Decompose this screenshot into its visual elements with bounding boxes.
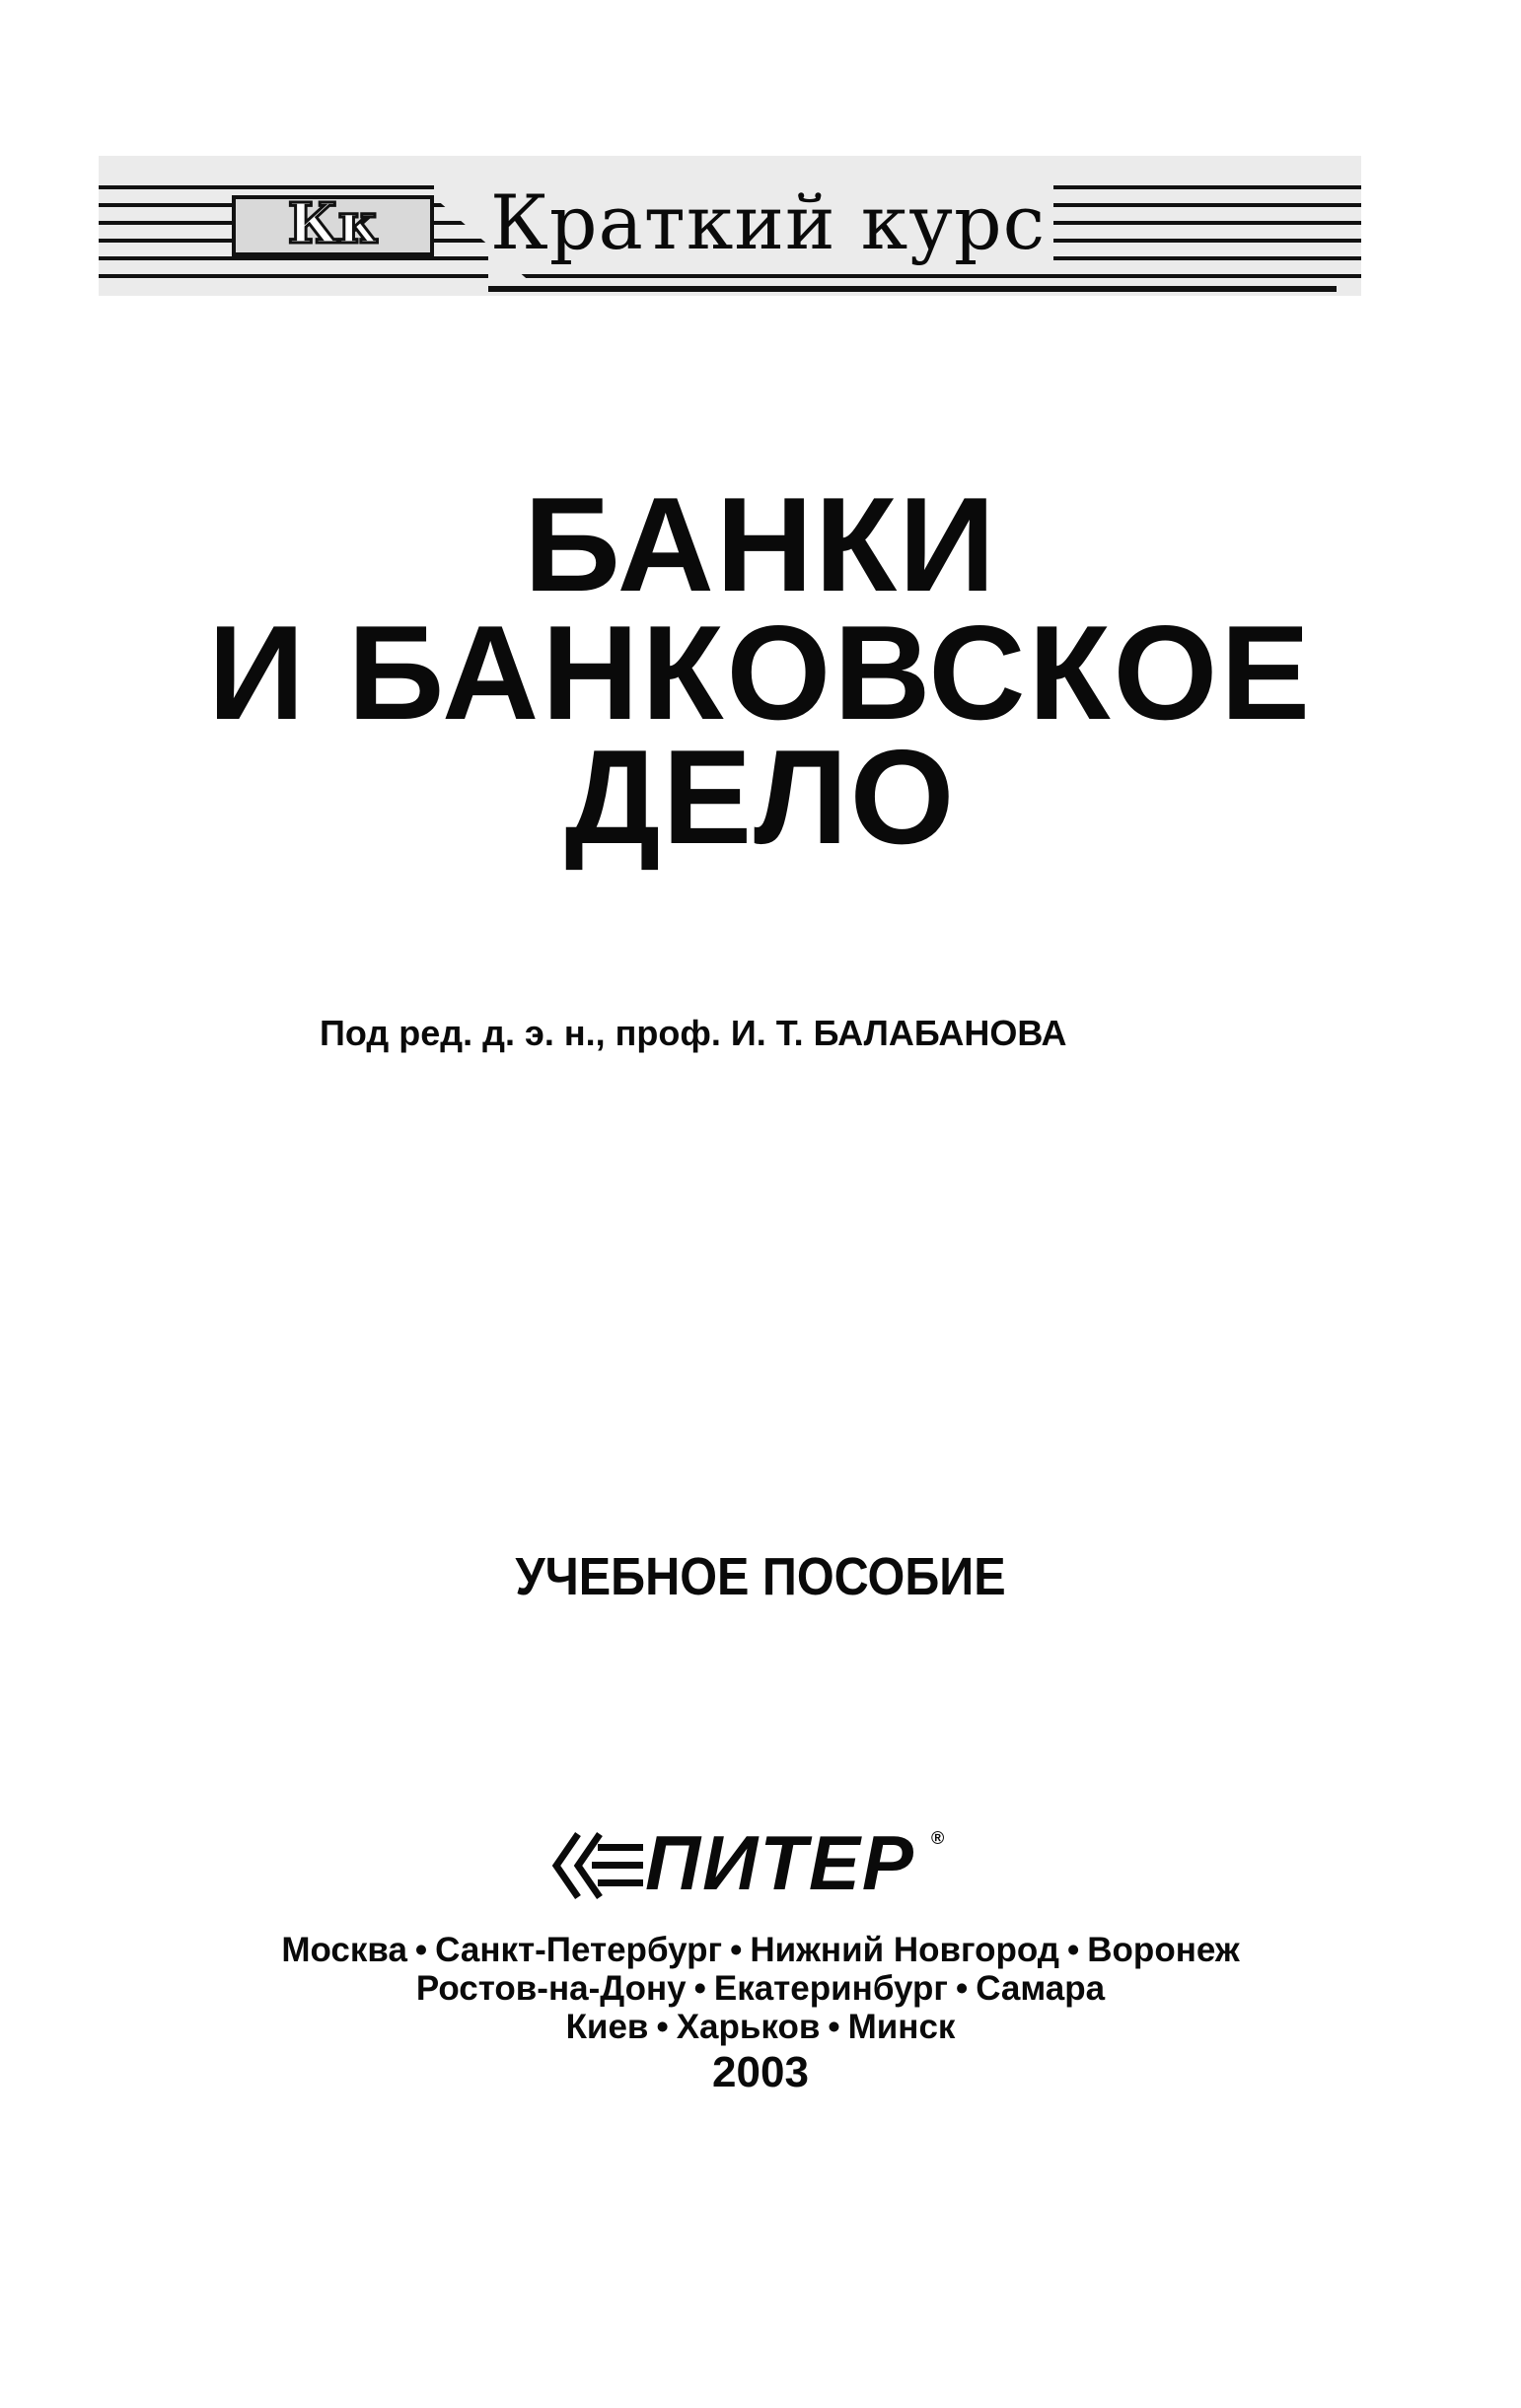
publisher-logo (548, 1819, 963, 1921)
separator-bullet: • (730, 1931, 743, 1969)
document-type: УЧЕБНОЕ ПОСОБИЕ (515, 1547, 1006, 1606)
city: Екатеринбург (713, 1969, 948, 2008)
cities-line-2 (0, 1971, 1521, 2006)
series-banner (99, 156, 1361, 296)
book-title-line-3: ДЕЛО (564, 722, 957, 872)
book-title-line-1: БАНКИ (524, 469, 997, 619)
city: Нижний Новгород (750, 1931, 1060, 1969)
city: Ростов-на-Дону (415, 1969, 687, 2008)
editor-credit: Под ред. д. э. н., проф. И. Т. БАЛАБАНОВА (320, 1013, 1067, 1053)
publication-year: 2003 (712, 2048, 809, 2096)
chevron-arrows-icon (548, 1830, 647, 1901)
city: Киев (565, 2008, 649, 2046)
registered-mark: ® (931, 1828, 945, 1848)
city: Самара (976, 1969, 1106, 2008)
cities-line-1 (0, 1933, 1521, 1967)
separator-bullet: • (828, 2008, 840, 2046)
separator-bullet: • (656, 2008, 669, 2046)
city: Санкт-Петербург (435, 1931, 723, 1969)
city: Минск (847, 2008, 956, 2046)
city: Воронеж (1087, 1931, 1240, 1969)
series-badge (232, 191, 434, 256)
book-title-line-2: И БАНКОВСКОЕ (207, 598, 1314, 747)
city: Москва (281, 1931, 407, 1969)
separator-bullet: • (955, 1969, 969, 2008)
publisher-name: ПИТЕР (645, 1819, 915, 1906)
city: Харьков (676, 2008, 821, 2046)
separator-bullet: • (1067, 1931, 1080, 1969)
series-name: Краткий курс (488, 185, 1053, 266)
separator-bullet: • (414, 1931, 428, 1969)
separator-bullet: • (693, 1969, 706, 2008)
cities-line-3 (0, 2010, 1521, 2044)
series-badge-text: Кк (287, 191, 379, 256)
